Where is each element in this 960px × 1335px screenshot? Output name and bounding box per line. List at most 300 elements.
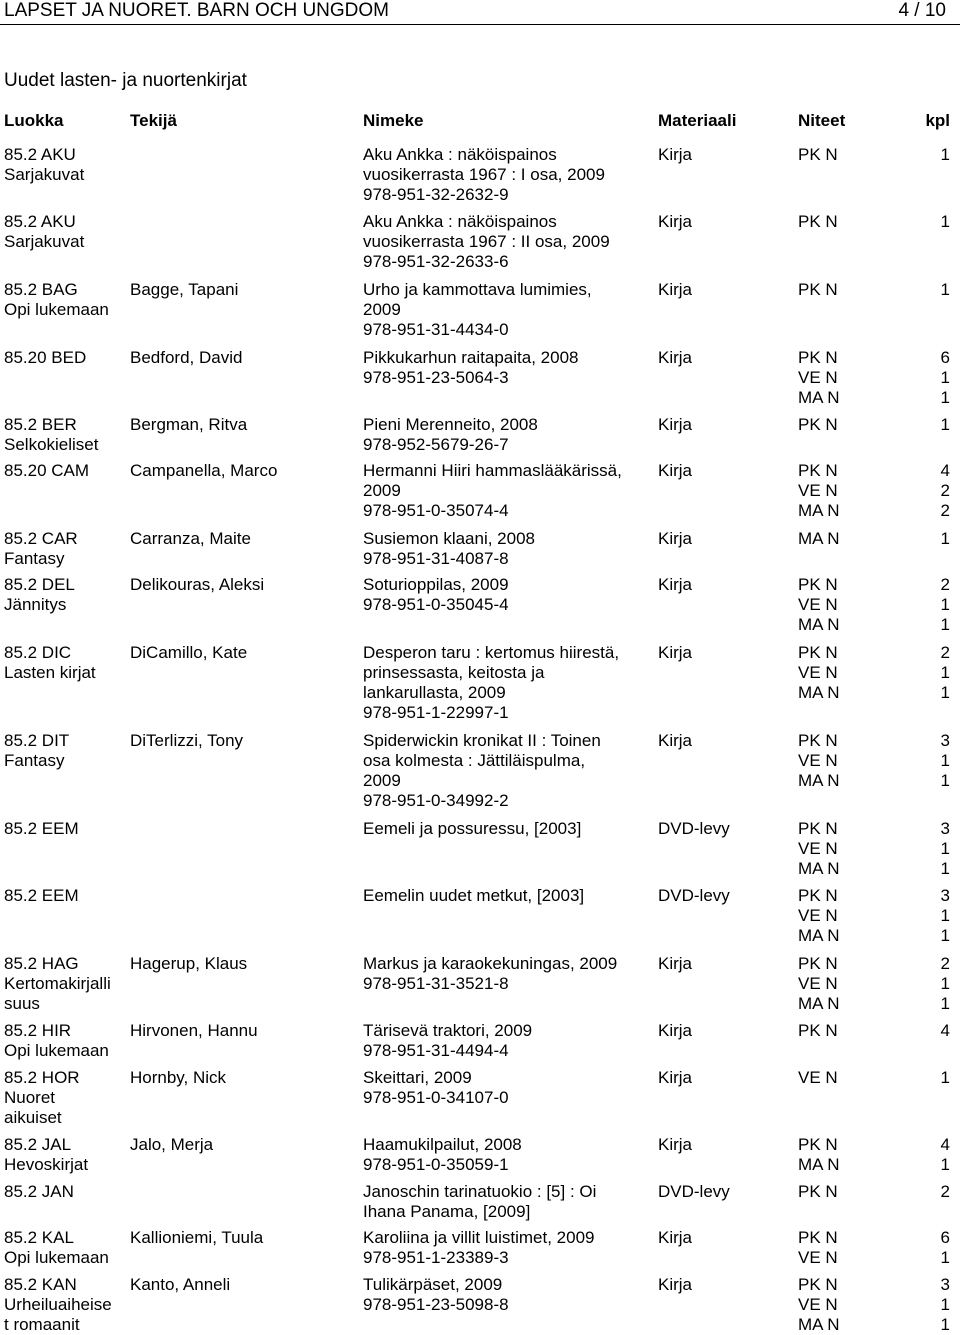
record-tekija-line: Bedford, David [130, 348, 243, 367]
col-nimeke: Nimeke [363, 111, 424, 130]
record-kpl-line: 1 [940, 1068, 950, 1087]
record-kpl-line: 1 [940, 1155, 950, 1174]
record-nimeke [363, 461, 653, 521]
record-niteet [798, 212, 878, 232]
record-nimeke [363, 212, 653, 272]
record-kpl [910, 1182, 950, 1202]
record-kpl-line: 1 [940, 771, 950, 790]
record-kpl-line: 1 [940, 751, 950, 770]
record-nimeke-line: Janoschin tarinatuokio : [5] : Oi [363, 1182, 597, 1201]
record-nimeke-line: osa kolmesta : Jättiläispulma, [363, 751, 586, 770]
record-kpl [910, 415, 950, 435]
record-materiaali [658, 1135, 748, 1155]
record-luokka-line: 85.2 EEM [4, 819, 79, 838]
col-kpl: kpl [925, 111, 950, 130]
record-luokka-line: 85.2 EEM [4, 886, 79, 905]
record-tekija [130, 461, 355, 481]
record-kpl-line: 1 [940, 145, 950, 164]
record-materiaali [658, 1228, 748, 1248]
record-tekija-line: Campanella, Marco [130, 461, 278, 480]
record-materiaali-line: DVD-levy [658, 819, 730, 838]
record-luokka [4, 145, 122, 185]
record-kpl [910, 1021, 950, 1041]
record-nimeke-line: Spiderwickin kronikat II : Toinen [363, 731, 601, 750]
record-luokka-line: Sarjakuvat [4, 232, 85, 251]
record-kpl [910, 643, 950, 703]
record-nimeke-line: 978-951-1-23389-3 [363, 1248, 509, 1267]
record-niteet-line: VE N [798, 839, 838, 858]
record-luokka-line: 85.2 JAL [4, 1135, 72, 1154]
record-materiaali-line: Kirja [658, 1135, 693, 1154]
record-niteet-line: VE N [798, 751, 838, 770]
record-niteet-line: PK N [798, 348, 838, 367]
record-nimeke-line: Soturioppilas, 2009 [363, 575, 509, 594]
record-nimeke-line: vuosikerrasta 1967 : I osa, 2009 [363, 165, 605, 184]
record-tekija-line: Hirvonen, Hannu [130, 1021, 258, 1040]
record-luokka-line: 85.2 KAL [4, 1228, 74, 1247]
record-kpl-line: 2 [940, 643, 950, 662]
record-nimeke-line: 2009 [363, 481, 401, 500]
record-kpl-line: 1 [940, 683, 950, 702]
record-nimeke-line: 978-951-31-4087-8 [363, 549, 509, 568]
record-luokka-line: 85.20 CAM [4, 461, 90, 480]
record-niteet [798, 415, 878, 435]
record-kpl-line: 1 [940, 1315, 950, 1334]
record-materiaali [658, 529, 748, 549]
record-niteet [798, 886, 878, 946]
record-luokka-line: 85.2 JAN [4, 1182, 74, 1201]
record-nimeke-line: Tärisevä traktori, 2009 [363, 1021, 533, 1040]
col-niteet: Niteet [798, 111, 846, 130]
record-kpl-line: 1 [940, 615, 950, 634]
record-tekija-line: Hagerup, Klaus [130, 954, 248, 973]
record-niteet-line: PK N [798, 886, 838, 905]
record-tekija [130, 415, 355, 435]
record-luokka-line: Selkokieliset [4, 435, 99, 454]
record-luokka [4, 1228, 122, 1268]
record-nimeke-line: 978-951-31-4494-4 [363, 1041, 509, 1060]
record-kpl-line: 1 [940, 994, 950, 1013]
record-niteet-line: PK N [798, 1021, 838, 1040]
record-luokka-line: 85.2 DIC [4, 643, 72, 662]
record-luokka-line: Fantasy [4, 549, 65, 568]
record-nimeke [363, 1182, 653, 1222]
record-nimeke [363, 575, 653, 615]
record-niteet-line: MA N [798, 1155, 840, 1174]
record-materiaali-line: Kirja [658, 348, 693, 367]
record-niteet-line: PK N [798, 280, 838, 299]
col-luokka: Luokka [4, 111, 64, 130]
record-nimeke-line: Skeittari, 2009 [363, 1068, 472, 1087]
page-number: 4 / 10 [898, 0, 946, 21]
col-tekija: Tekijä [130, 111, 177, 130]
record-materiaali [658, 575, 748, 595]
record-materiaali-line: Kirja [658, 415, 693, 434]
record-kpl [910, 212, 950, 232]
record-kpl-line: 3 [940, 819, 950, 838]
record-kpl [910, 145, 950, 165]
record-luokka-line: Hevoskirjat [4, 1155, 89, 1174]
record-tekija-line: Delikouras, Aleksi [130, 575, 265, 594]
record-materiaali-line: Kirja [658, 529, 693, 548]
record-niteet [798, 280, 878, 300]
record-nimeke-line: 978-951-0-34992-2 [363, 791, 509, 810]
record-nimeke [363, 415, 653, 455]
record-nimeke-line: 978-951-32-2633-6 [363, 252, 509, 271]
record-nimeke-line: Tulikärpäset, 2009 [363, 1275, 503, 1294]
record-luokka-line: 85.2 HIR [4, 1021, 72, 1040]
record-niteet-line: MA N [798, 926, 840, 945]
record-kpl-line: 1 [940, 663, 950, 682]
record-niteet-line: MA N [798, 529, 840, 548]
record-materiaali [658, 1021, 748, 1041]
record-niteet-line: VE N [798, 1248, 838, 1267]
record-kpl-line: 1 [940, 280, 950, 299]
record-niteet [798, 461, 878, 521]
record-materiaali-line: Kirja [658, 954, 693, 973]
record-nimeke [363, 1228, 653, 1268]
record-nimeke-line: 2009 [363, 300, 401, 319]
record-materiaali [658, 461, 748, 481]
record-kpl-line: 3 [940, 731, 950, 750]
record-tekija-line: Bergman, Ritva [130, 415, 248, 434]
record-luokka [4, 1275, 122, 1335]
record-materiaali-line: Kirja [658, 1068, 693, 1087]
record-materiaali [658, 348, 748, 368]
record-nimeke [363, 145, 653, 205]
record-tekija [130, 1228, 355, 1248]
record-luokka-line: Opi lukemaan [4, 300, 109, 319]
record-niteet-line: PK N [798, 1228, 838, 1247]
record-kpl-line: 1 [940, 859, 950, 878]
record-materiaali [658, 1275, 748, 1295]
record-tekija-line: Kanto, Anneli [130, 1275, 231, 1294]
record-niteet [798, 1228, 878, 1268]
record-tekija [130, 1021, 355, 1041]
record-luokka [4, 212, 122, 252]
record-kpl-line: 4 [940, 1135, 950, 1154]
record-tekija-line: Carranza, Maite [130, 529, 251, 548]
record-luokka [4, 415, 122, 455]
record-materiaali-line: Kirja [658, 145, 693, 164]
record-kpl-line: 4 [940, 461, 950, 480]
record-nimeke-line: 978-951-23-5098-8 [363, 1295, 509, 1314]
record-niteet-line: MA N [798, 859, 840, 878]
record-luokka-line: 85.20 BED [4, 348, 87, 367]
record-nimeke-line: Ihana Panama, [2009] [363, 1202, 531, 1221]
record-luokka-line: 85.2 DEL [4, 575, 75, 594]
record-niteet-line: PK N [798, 1275, 838, 1294]
record-kpl-line: 3 [940, 1275, 950, 1294]
record-tekija [130, 954, 355, 974]
record-tekija [130, 1275, 355, 1295]
record-luokka-line: Lasten kirjat [4, 663, 96, 682]
record-materiaali [658, 819, 748, 839]
record-materiaali [658, 954, 748, 974]
record-niteet-line: PK N [798, 1182, 838, 1201]
record-materiaali-line: Kirja [658, 461, 693, 480]
record-niteet [798, 1068, 878, 1088]
record-tekija-line: Bagge, Tapani [130, 280, 239, 299]
record-kpl-line: 1 [940, 1295, 950, 1314]
record-luokka-line: suus [4, 994, 40, 1013]
record-tekija [130, 1068, 355, 1088]
record-materiaali [658, 1182, 748, 1202]
record-kpl [910, 1135, 950, 1175]
record-kpl-line: 1 [940, 368, 950, 387]
record-nimeke-line: Markus ja karaokekuningas, 2009 [363, 954, 618, 973]
record-kpl-line: 1 [940, 388, 950, 407]
record-kpl [910, 819, 950, 879]
record-tekija-line: Hornby, Nick [130, 1068, 227, 1087]
record-kpl-line: 1 [940, 906, 950, 925]
record-tekija [130, 529, 355, 549]
record-niteet-line: PK N [798, 731, 838, 750]
record-niteet-line: PK N [798, 575, 838, 594]
record-luokka-line: Fantasy [4, 751, 65, 770]
record-niteet [798, 1135, 878, 1175]
record-luokka [4, 1068, 122, 1128]
record-niteet [798, 731, 878, 791]
record-kpl [910, 1275, 950, 1335]
record-niteet [798, 348, 878, 408]
record-luokka [4, 529, 122, 569]
record-luokka-line: aikuiset [4, 1108, 62, 1127]
record-luokka [4, 1182, 122, 1202]
record-kpl [910, 886, 950, 946]
record-kpl-line: 1 [940, 595, 950, 614]
record-materiaali-line: Kirja [658, 280, 693, 299]
record-nimeke [363, 1135, 653, 1175]
record-nimeke [363, 731, 653, 811]
record-kpl [910, 575, 950, 635]
record-kpl [910, 348, 950, 408]
record-tekija [130, 643, 355, 663]
record-luokka [4, 1135, 122, 1175]
record-nimeke-line: 978-951-0-35059-1 [363, 1155, 509, 1174]
record-niteet [798, 1182, 878, 1202]
record-nimeke-line: 978-951-0-34107-0 [363, 1088, 509, 1107]
record-nimeke [363, 280, 653, 340]
record-nimeke-line: 978-951-0-35074-4 [363, 501, 509, 520]
record-nimeke [363, 1275, 653, 1315]
record-nimeke-line: Aku Ankka : näköispainos [363, 145, 557, 164]
record-niteet-line: PK N [798, 145, 838, 164]
record-niteet [798, 575, 878, 635]
record-materiaali-line: Kirja [658, 575, 693, 594]
record-luokka-line: 85.2 DIT [4, 731, 70, 750]
record-luokka [4, 731, 122, 771]
record-luokka-line: Opi lukemaan [4, 1041, 109, 1060]
record-nimeke-line: Desperon taru : kertomus hiirestä, [363, 643, 620, 662]
record-materiaali [658, 886, 748, 906]
record-nimeke-line: 978-951-32-2632-9 [363, 185, 509, 204]
record-niteet-line: MA N [798, 615, 840, 634]
record-luokka-line: 85.2 BAG [4, 280, 78, 299]
record-tekija-line: Jalo, Merja [130, 1135, 214, 1154]
record-nimeke-line: Hermanni Hiiri hammaslääkärissä, [363, 461, 622, 480]
record-niteet-line: MA N [798, 683, 840, 702]
record-luokka [4, 348, 122, 368]
record-luokka-line: t romaanit [4, 1315, 80, 1334]
record-niteet-line: VE N [798, 368, 838, 387]
record-kpl [910, 731, 950, 791]
record-luokka-line: 85.2 AKU [4, 212, 76, 231]
record-materiaali [658, 212, 748, 232]
record-nimeke-line: Pieni Merenneito, 2008 [363, 415, 538, 434]
list-subtitle: Uudet lasten- ja nuortenkirjat [4, 70, 247, 91]
record-niteet [798, 954, 878, 1014]
record-nimeke [363, 348, 653, 388]
record-nimeke-line: Karoliina ja villit luistimet, 2009 [363, 1228, 595, 1247]
record-niteet-line: MA N [798, 994, 840, 1013]
record-nimeke [363, 529, 653, 569]
record-nimeke-line: Eemelin uudet metkut, [2003] [363, 886, 585, 905]
record-niteet-line: VE N [798, 663, 838, 682]
record-kpl [910, 1228, 950, 1268]
record-kpl-line: 3 [940, 886, 950, 905]
record-luokka-line: Opi lukemaan [4, 1248, 109, 1267]
record-niteet-line: VE N [798, 974, 838, 993]
record-nimeke-line: Susiemon klaani, 2008 [363, 529, 536, 548]
record-niteet-line: PK N [798, 819, 838, 838]
record-luokka-line: Nuoret [4, 1088, 56, 1107]
record-nimeke-line: lankarullasta, 2009 [363, 683, 506, 702]
record-luokka-line: 85.2 KAN [4, 1275, 77, 1294]
record-tekija-line: DiTerlizzi, Tony [130, 731, 244, 750]
record-kpl-line: 4 [940, 1021, 950, 1040]
record-kpl-line: 2 [940, 575, 950, 594]
record-kpl-line: 1 [940, 529, 950, 548]
record-niteet [798, 819, 878, 879]
record-tekija [130, 1135, 355, 1155]
record-nimeke-line: Aku Ankka : näköispainos [363, 212, 557, 231]
record-niteet-line: PK N [798, 1135, 838, 1154]
record-materiaali [658, 415, 748, 435]
record-luokka [4, 280, 122, 320]
record-materiaali [658, 731, 748, 751]
record-niteet-line: VE N [798, 481, 838, 500]
record-niteet-line: PK N [798, 461, 838, 480]
record-nimeke-line: 978-951-0-35045-4 [363, 595, 509, 614]
record-kpl-line: 1 [940, 1248, 950, 1267]
record-kpl-line: 2 [940, 481, 950, 500]
record-tekija [130, 348, 355, 368]
record-luokka [4, 461, 122, 481]
record-materiaali [658, 643, 748, 663]
record-kpl-line: 2 [940, 1182, 950, 1201]
record-nimeke [363, 819, 653, 839]
record-niteet-line: MA N [798, 771, 840, 790]
record-materiaali-line: DVD-levy [658, 886, 730, 905]
record-nimeke-line: 978-951-23-5064-3 [363, 368, 509, 387]
record-luokka-line: 85.2 HAG [4, 954, 79, 973]
record-kpl-line: 2 [940, 954, 950, 973]
record-nimeke-line: Urho ja kammottava lumimies, [363, 280, 592, 299]
record-luokka-line: Kertomakirjalli [4, 974, 111, 993]
record-luokka [4, 1021, 122, 1061]
record-tekija [130, 575, 355, 595]
record-luokka-line: 85.2 AKU [4, 145, 76, 164]
record-materiaali-line: Kirja [658, 1021, 693, 1040]
record-nimeke-line: 978-951-1-22997-1 [363, 703, 509, 722]
record-luokka-line: Sarjakuvat [4, 165, 85, 184]
record-materiaali-line: Kirja [658, 1275, 693, 1294]
record-niteet-line: PK N [798, 212, 838, 231]
record-luokka-line: Jännitys [4, 595, 67, 614]
record-tekija [130, 280, 355, 300]
record-materiaali-line: Kirja [658, 1228, 693, 1247]
record-niteet-line: VE N [798, 906, 838, 925]
record-niteet-line: VE N [798, 595, 838, 614]
record-nimeke [363, 643, 653, 723]
record-tekija-line: Kallioniemi, Tuula [130, 1228, 264, 1247]
record-materiaali-line: Kirja [658, 731, 693, 750]
record-niteet-line: PK N [798, 643, 838, 662]
record-nimeke-line: Eemeli ja possuressu, [2003] [363, 819, 582, 838]
record-kpl-line: 1 [940, 839, 950, 858]
record-luokka [4, 954, 122, 1014]
record-tekija-line: DiCamillo, Kate [130, 643, 248, 662]
record-nimeke [363, 1068, 653, 1108]
record-kpl-line: 6 [940, 348, 950, 367]
record-nimeke [363, 954, 653, 994]
record-niteet-line: PK N [798, 954, 838, 973]
record-kpl-line: 1 [940, 974, 950, 993]
record-materiaali [658, 280, 748, 300]
record-kpl-line: 6 [940, 1228, 950, 1247]
record-kpl [910, 529, 950, 549]
record-nimeke-line: 978-951-31-3521-8 [363, 974, 509, 993]
record-nimeke-line: 978-951-31-4434-0 [363, 320, 509, 339]
record-luokka [4, 886, 122, 906]
record-niteet [798, 529, 878, 549]
record-luokka [4, 819, 122, 839]
record-niteet-line: VE N [798, 1068, 838, 1087]
record-kpl [910, 461, 950, 521]
record-nimeke-line: Pikkukarhun raitapaita, 2008 [363, 348, 579, 367]
record-luokka [4, 575, 122, 615]
record-materiaali [658, 1068, 748, 1088]
record-niteet [798, 145, 878, 165]
record-materiaali-line: DVD-levy [658, 1182, 730, 1201]
record-kpl-line: 1 [940, 212, 950, 231]
record-nimeke [363, 1021, 653, 1061]
record-niteet-line: MA N [798, 388, 840, 407]
record-luokka [4, 643, 122, 683]
record-materiaali-line: Kirja [658, 212, 693, 231]
record-nimeke-line: 978-952-5679-26-7 [363, 435, 509, 454]
record-luokka-line: Urheiluaiheise [4, 1295, 112, 1314]
record-kpl-line: 2 [940, 501, 950, 520]
record-niteet [798, 643, 878, 703]
record-niteet [798, 1021, 878, 1041]
record-kpl-line: 1 [940, 415, 950, 434]
record-nimeke [363, 886, 653, 906]
record-kpl-line: 1 [940, 926, 950, 945]
record-luokka-line: 85.2 HOR [4, 1068, 80, 1087]
record-niteet-line: MA N [798, 1315, 840, 1334]
record-luokka-line: 85.2 CAR [4, 529, 78, 548]
record-nimeke-line: vuosikerrasta 1967 : II osa, 2009 [363, 232, 610, 251]
record-nimeke-line: 2009 [363, 771, 401, 790]
record-materiaali-line: Kirja [658, 643, 693, 662]
col-materiaali: Materiaali [658, 111, 737, 130]
record-kpl [910, 1068, 950, 1088]
header-title: LAPSET JA NUORET. BARN OCH UNGDOM [4, 0, 389, 21]
record-niteet [798, 1275, 878, 1335]
record-tekija [130, 731, 355, 751]
